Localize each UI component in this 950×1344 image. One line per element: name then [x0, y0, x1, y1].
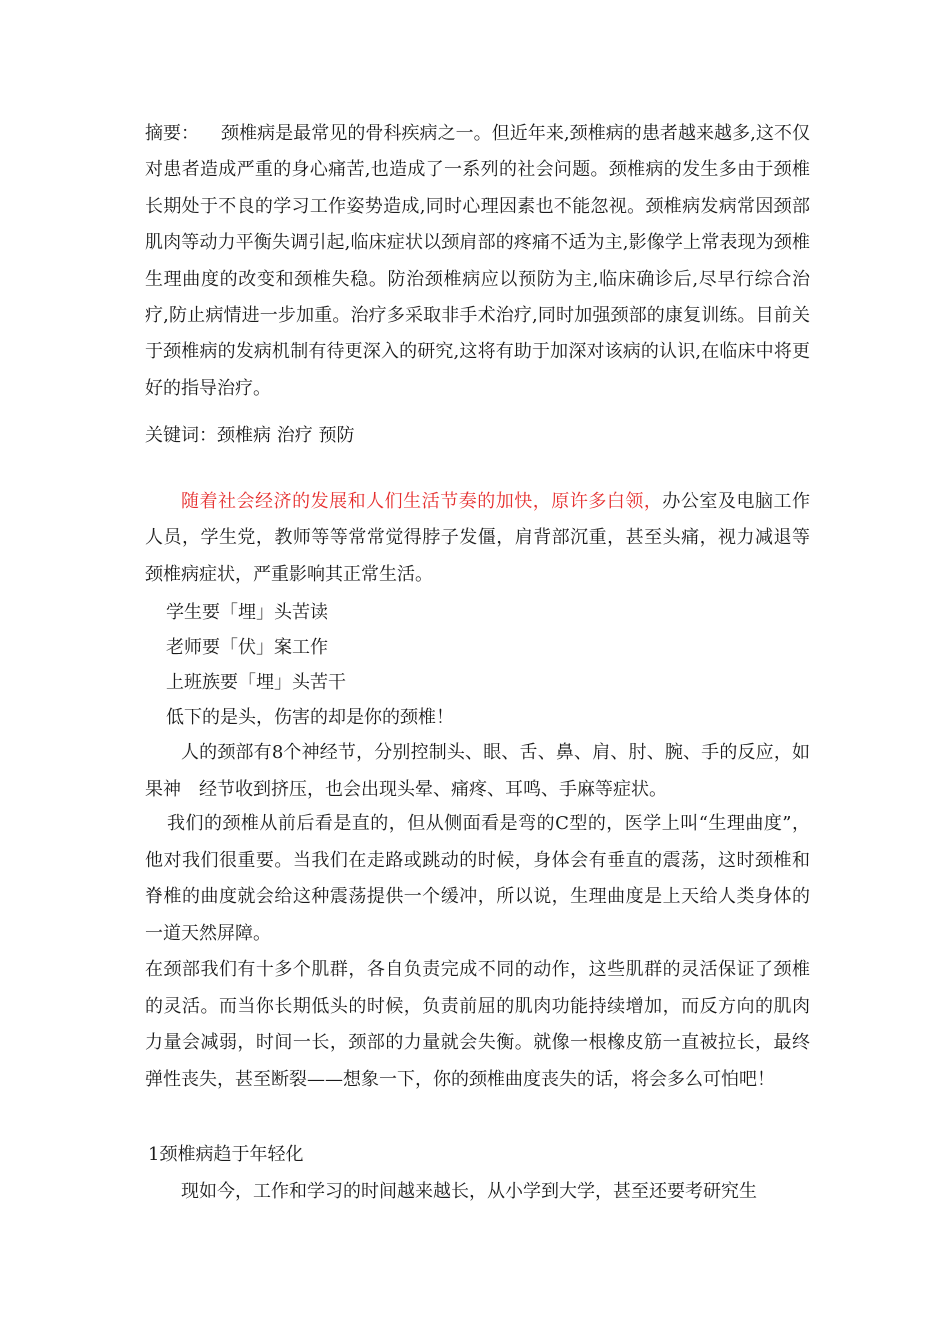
- keywords-text: 颈椎病 治疗 预防: [217, 425, 355, 446]
- curve-paragraph: 我们的颈椎从前后看是直的，但从侧面看是弯的C型的，医学上叫“生理曲度”，他对我们很重要。当我们在走路或跳动的时候，身体会有垂直的震荡，这时颈椎和脊椎的曲度就会给这种震荡提供一个缓冲，所以说，生理曲度是上天给人类身体的一道天然屏障。: [145, 813, 810, 944]
- muscle-paragraph: 在颈部我们有十多个肌群，各自负责完成不同的动作，这些肌群的灵活保证了颈椎的灵活。而当你长期低头的时候，负责前屈的肌肉功能持续增加，而反方向的肌肉力量会减弱，时间一长，颈部的力量就会失衡。就像一根橡皮筋一直被拉长，最终弹性丧失，甚至断裂——想象一下，你的颈椎曲度丧失的话，将会多么可怕吧！: [145, 959, 810, 1090]
- keywords-label: 关键词：: [145, 425, 217, 446]
- short-line-workers: 上班族要「埋」头苦干: [166, 672, 346, 693]
- keywords-line: [145, 418, 810, 454]
- abstract-label: 摘要：: [145, 123, 199, 144]
- intro-text: 办公室及电脑工作人员，学生党，教师等等常常觉得脖子发僵，肩背部沉重，甚至头痛，视力减退等颈椎病症状，严重影响其正常生活。: [145, 491, 811, 585]
- short-line-students: 学生要「埋」头苦读: [166, 602, 328, 623]
- intro-highlight-text: 随着社会经济的发展和人们生活节奏的加快，原许多白领，: [181, 491, 663, 512]
- short-line-teachers: 老师要「伏」案工作: [166, 637, 328, 658]
- intro-paragraph: [145, 484, 810, 593]
- abstract-text: 颈椎病是最常见的骨科疾病之一。但近年来,颈椎病的患者越来越多,这不仅对患者造成严重的身心痛苦,也造成了一系列的社会问题。颈椎病的发生多由于颈椎长期处于不良的学习工作姿势造成,同时心理因素也不能忽视。颈椎病发病常因颈部肌肉等动力平衡失调引起,临床症状以颈肩部的疼痛不适为主,影像学上常表现为颈椎生理曲度的改变和颈椎失稳。防治颈椎病应以预防为主,临床确诊后,尽早行综合治疗,防止病情进一步加重。治疗多采取非手术治疗,同时加强颈部的康复训练。目前关于颈椎病的发病机制有待更深入的研究,这将有助于加深对该病的认识,在临床中将更好的指导治疗。: [145, 123, 810, 399]
- section-heading: 1颈椎病趋于年轻化: [148, 1144, 304, 1165]
- short-line-neck: 低下的是头，伤害的却是你的颈椎！: [166, 707, 454, 728]
- young-paragraph: 现如今，工作和学习的时间越来越长，从小学到大学，甚至还要考研究生: [181, 1181, 757, 1202]
- abstract-paragraph: [145, 116, 810, 407]
- nerves-paragraph: 人的颈部有8个神经节，分别控制头、眼、舌、鼻、肩、肘、腕、手的反应，如果神 经节收到挤压，也会出现头晕、痛疼、耳鸣、手麻等症状。: [145, 742, 810, 800]
